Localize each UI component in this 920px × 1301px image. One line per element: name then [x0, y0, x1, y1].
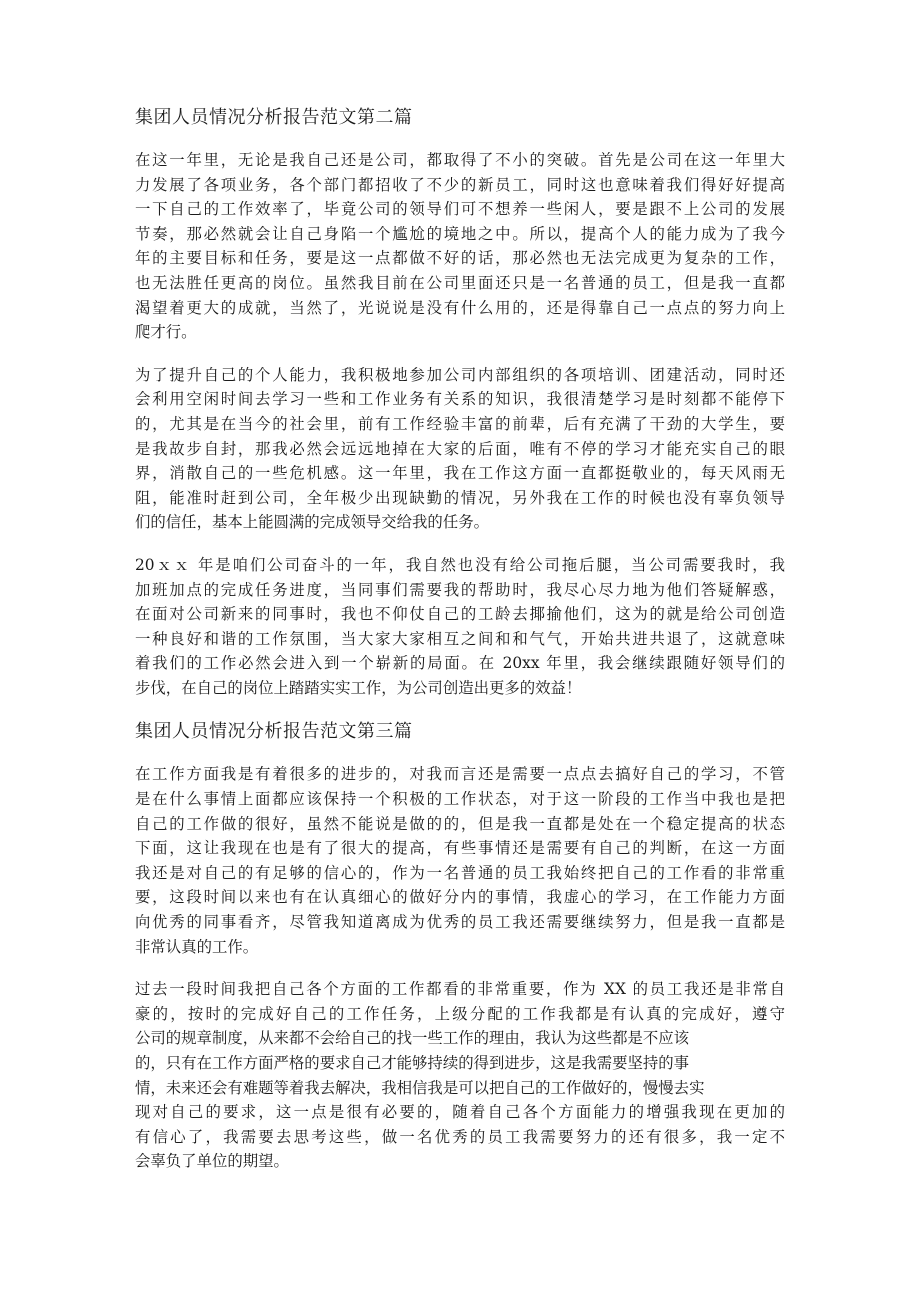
text-line: 过去一段时间我把自己各个方面的工作都看的非常重要，作为 XX 的员工我还是非常自	[135, 980, 785, 999]
text-line: 要，这段时间以来也有在认真细心的做好分内的事情，我虚心的学习，在工作能力方面	[135, 888, 785, 907]
paragraph	[135, 363, 785, 535]
text-line: 一种良好和谐的工作氛围，当大家大家相互之间和和气气，开始共进共退了，这就意味	[135, 629, 785, 648]
text-line: 公司的规章制度，从来都不会给自己的找一些工作的理由，我认为这些都是不应该	[135, 1029, 690, 1048]
text-line: 我还是对自己的有足够的信心的，作为一名普通的员工我始终把自己的工作看的非常重	[135, 863, 785, 882]
text-line: 现对自己的要求，这一点是很有必要的，随着自己各个方面能力的增强我现在更加的	[135, 1103, 785, 1122]
text-line: 阻，能准时赶到公司，全年极少出现缺勤的情况，另外我在工作的时候也没有辜负领导	[135, 488, 785, 507]
text-line: 的，只有在工作方面严格的要求自己才能够持续的得到进步，这是我需要坚持的事	[135, 1054, 690, 1072]
paragraph	[135, 553, 785, 701]
text-line: 会辜负了单位的期望。	[135, 1152, 289, 1171]
text-line: 在这一年里，无论是我自己还是公司，都取得了不小的突破。首先是公司在这一年里大	[135, 151, 785, 169]
section-heading-2: 集团人员情况分析报告范文第二篇	[135, 107, 413, 128]
text-line: 非常认真的工作。	[135, 937, 259, 956]
text-line: 向优秀的同事看齐，尽管我知道离成为优秀的员工我还需要继续努力，但是我一直都是	[135, 913, 785, 932]
text-line: 步伐，在自己的岗位上踏踏实实工作，为公司创造出更多的效益！	[135, 678, 582, 697]
text-line: 爬才行。	[135, 323, 197, 342]
text-line: 下面，这让我现在也是有了很大的提高，有些事情还是需要有自己的判断，在这一方面	[135, 839, 785, 858]
text-line: 着我们的工作必然会进入到一个崭新的局面。在 20xx 年里，我会继续跟随好领导们的	[135, 654, 785, 673]
text-line: 自己的工作做的很好，虽然不能说是做的的，但是我一直都是处在一个稳定提高的状态	[135, 814, 785, 833]
text-line: 豪的，按时的完成好自己的工作任务，上级分配的工作我都是有认真的完成好，遵守	[135, 1004, 785, 1023]
text-line: 力发展了各项业务，各个部门都招收了不少的新员工，同时这也意味着我们得好好提高	[135, 175, 785, 194]
text-line: 的，尤其是在当今的社会里，前有工作经验丰富的前辈，后有充满了干劲的大学生，要	[135, 414, 785, 433]
text-line: 会利用空闲时间去学习一些和工作业务有关系的知识，我很清楚学习是时刻都不能停下	[135, 390, 785, 409]
paragraph	[135, 977, 785, 1174]
text-line: 渴望着更大的成就，当然了，光说说是没有什么用的，还是得靠自己一点点的努力向上	[135, 298, 785, 317]
text-line: 一下自己的工作效率了，毕竟公司的领导们可不想养一些闲人，要是跟不上公司的发展	[135, 200, 785, 219]
text-line: 加班加点的完成任务进度，当同事们需要我的帮助时，我尽心尽力地为他们答疑解惑，	[135, 580, 785, 599]
text-line: 为了提升自己的个人能力，我积极地参加公司内部组织的各项培训、团建活动，同时还	[135, 365, 785, 384]
paragraph	[135, 148, 785, 345]
text-line: 在工作方面我是有着很多的进步的，对我而言还是需要一点点去搞好自己的学习，不管	[135, 765, 785, 784]
text-line: 是我故步自封，那我必然会远远地掉在大家的后面，唯有不停的学习才能充实自己的眼	[135, 439, 785, 458]
text-line: 20ｘｘ 年是咱们公司奋斗的一年，我自然也没有给公司拖后腿，当公司需要我时，我	[135, 555, 785, 574]
text-line: 有信心了，我需要去思考这些，做一名优秀的员工我需要努力的还有很多，我一定不	[135, 1127, 785, 1146]
document-page	[135, 104, 785, 1192]
text-line: 们的信任，基本上能圆满的完成领导交给我的任务。	[135, 513, 489, 532]
text-line: 也无法胜任更高的岗位。虽然我目前在公司里面还只是一名普通的员工，但是我一直都	[135, 273, 785, 292]
text-line: 是在什么事情上面都应该保持一个积极的工作状态，对于这一阶段的工作当中我也是把	[135, 790, 785, 809]
text-line: 节奏，那必然就会让自己身陷一个尴尬的境地之中。所以，提高个人的能力成为了我今	[135, 224, 785, 243]
text-line: 在面对公司新来的同事时，我也不仰仗自己的工龄去揶揄他们，这为的就是给公司创造	[135, 605, 785, 624]
paragraph	[135, 762, 785, 959]
section-heading-3: 集团人员情况分析报告范文第三篇	[135, 721, 413, 743]
text-line: 情，未来还会有难题等着我去解决，我相信我是可以把自己的工作做好的，慢慢去实	[135, 1078, 705, 1097]
text-line: 界，消散自己的一些危机感。这一年里，我在工作这方面一直都挺敬业的，每天风雨无	[135, 464, 785, 483]
text-line: 年的主要目标和任务，要是这一点都做不好的话，那必然也无法完成更为复杂的工作，	[135, 249, 785, 268]
